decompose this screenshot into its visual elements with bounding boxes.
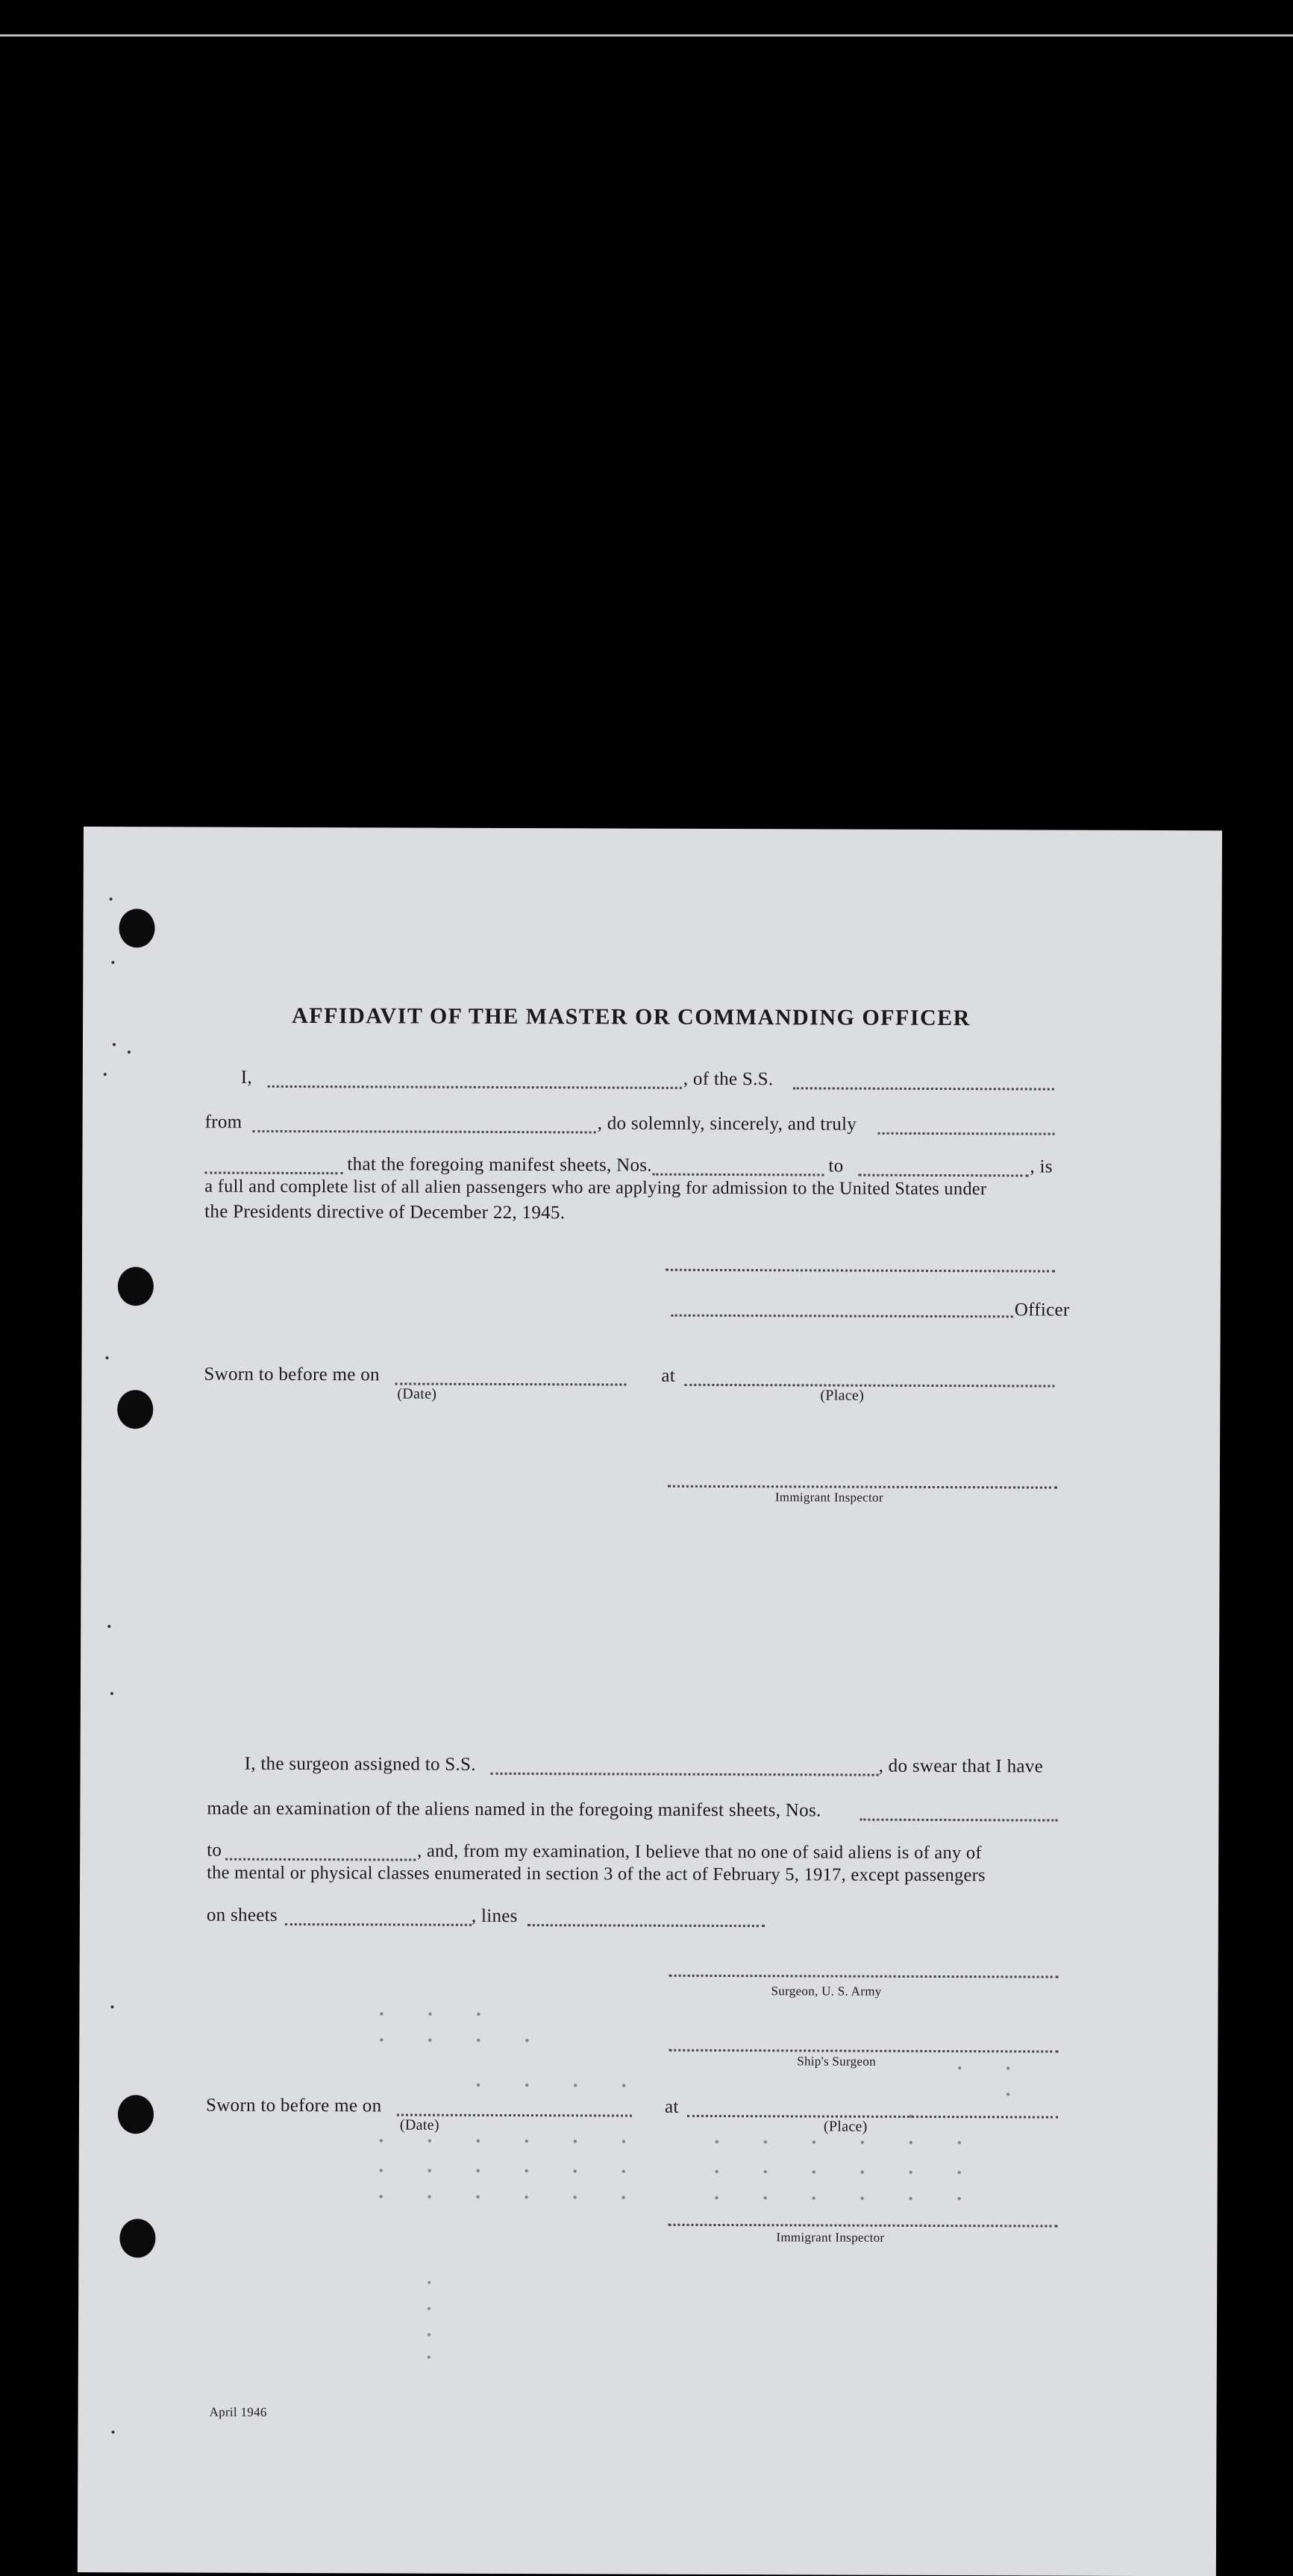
text-swear: , do solemnly, sincerely, and truly xyxy=(597,1113,857,1135)
text-on-sheets: on sheets xyxy=(206,1905,278,1925)
army-surgeon-label: Surgeon, U. S. Army xyxy=(771,1984,882,1999)
text-lines: , lines xyxy=(471,1905,518,1927)
text-examination: made an examination of the aliens named in the foregoing manifest sheets, Nos. xyxy=(207,1798,821,1821)
date-label: (Date) xyxy=(397,1385,437,1403)
affidavit-form-sheet xyxy=(78,827,1222,2576)
text-belief: , and, from my examination, I believe that no one of said aliens is of any of xyxy=(417,1840,982,1864)
text-of-ss: , of the S.S. xyxy=(683,1068,774,1090)
text-do-swear: , do swear that I have xyxy=(878,1755,1044,1777)
inspector-label: Immigrant Inspector xyxy=(774,1490,883,1505)
text-surgeon-ss: I, the surgeon assigned to S.S. xyxy=(244,1753,476,1775)
surgeon-date-label: (Date) xyxy=(399,2116,439,2134)
bleed-through-dots xyxy=(78,827,1222,2576)
text-surgeon-to: to xyxy=(207,1840,222,1861)
officer-label: Officer xyxy=(1014,1300,1070,1320)
form-revision-date: April 1946 xyxy=(209,2404,267,2419)
text-manifest-sheets: that the foregoing manifest sheets, Nos. xyxy=(347,1154,652,1176)
text-from: from xyxy=(204,1112,242,1132)
ships-surgeon-label: Ship's Surgeon xyxy=(797,2054,876,2069)
surgeon-inspector-label: Immigrant Inspector xyxy=(776,2230,885,2245)
text-i: I, xyxy=(240,1067,253,1088)
form-title: AFFIDAVIT OF THE MASTER OR COMMANDING OFFICER xyxy=(292,1003,971,1031)
text-mental-classes: the mental or physical classes enumerated in section 3 of the act of February 5, 1917, except passengers xyxy=(207,1862,986,1886)
text-is: , is xyxy=(1030,1156,1053,1177)
text-directive: the Presidents directive of December 22, 1945. xyxy=(204,1201,566,1223)
text-surgeon-at: at xyxy=(664,2096,679,2117)
text-full-list: a full and complete list of all alien passengers who are applying for admission to the United States under xyxy=(204,1176,987,1200)
top-scan-line xyxy=(0,34,1293,37)
text-at: at xyxy=(661,1365,676,1386)
text-sworn: Sworn to before me on xyxy=(204,1364,380,1385)
place-label: (Place) xyxy=(820,1387,865,1404)
text-surgeon-sworn: Sworn to before me on xyxy=(205,2095,382,2116)
surgeon-place-label: (Place) xyxy=(823,2118,868,2135)
text-to: to xyxy=(828,1156,844,1176)
